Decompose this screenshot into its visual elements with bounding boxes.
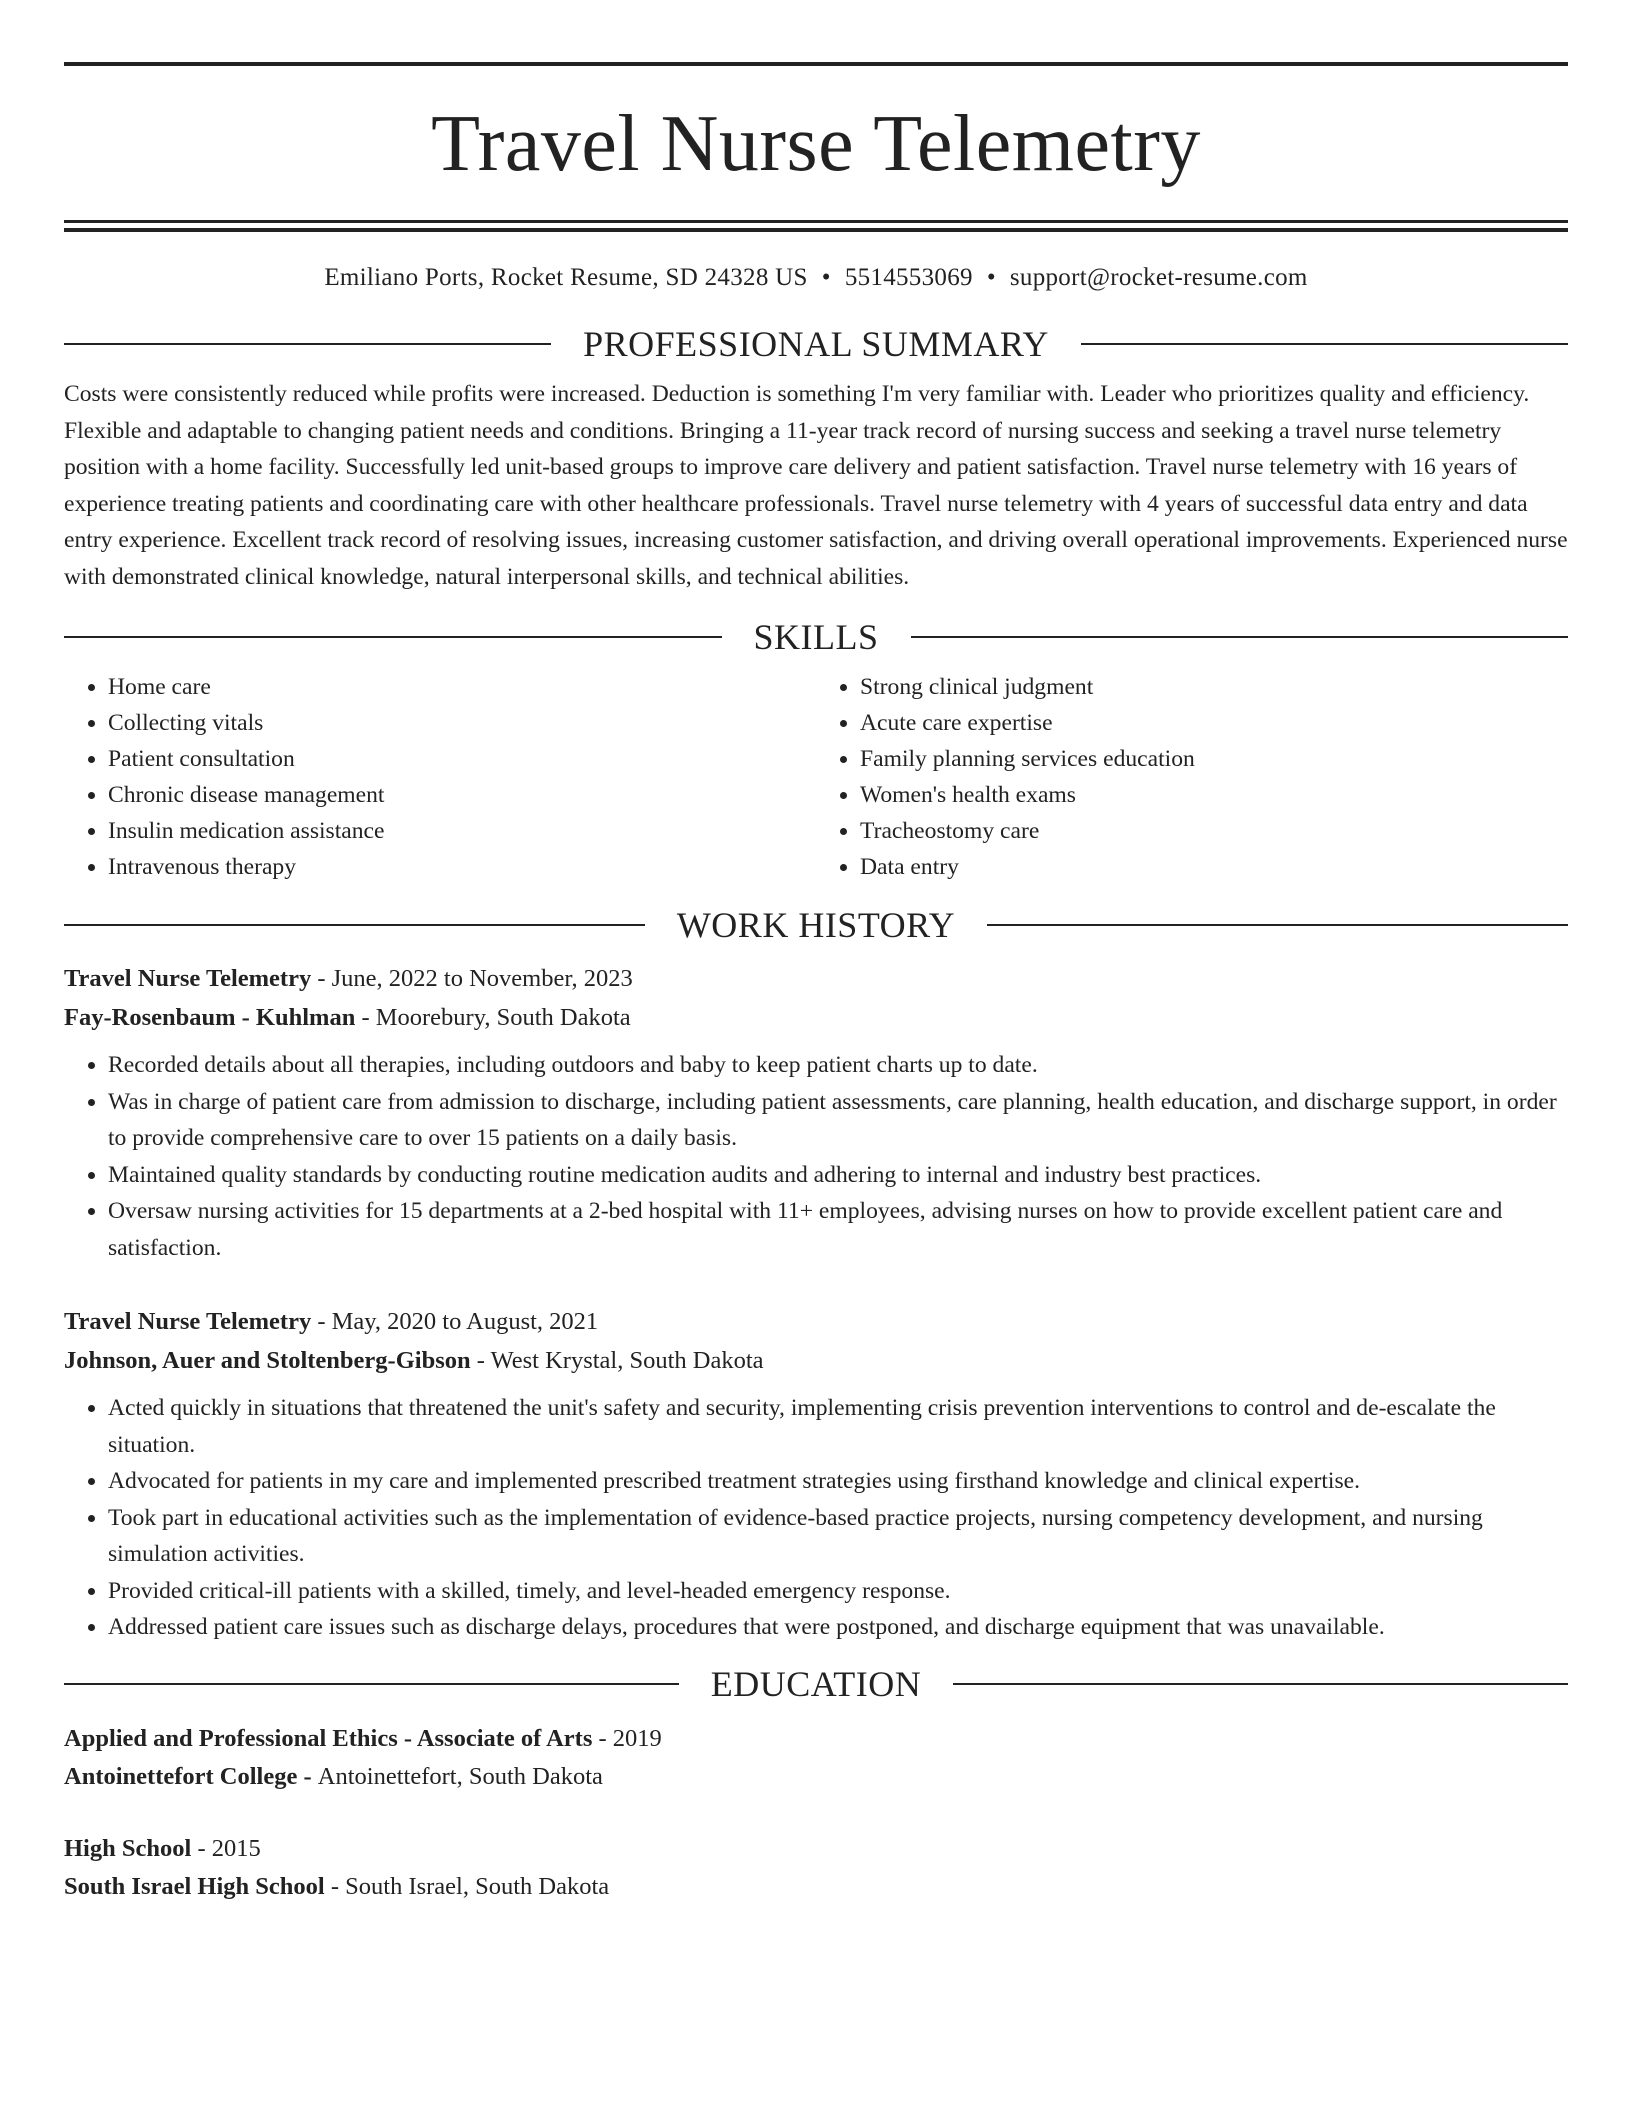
work-title: WORK HISTORY	[676, 905, 956, 945]
skill-item: • Family planning services education	[860, 741, 1568, 777]
skill-item: • Acute care expertise	[860, 705, 1568, 741]
job-bullet: • Provided critical-ill patients with a skilled, timely, and level-headed emergency response.	[108, 1573, 1568, 1610]
heading-rule-left	[64, 343, 551, 345]
education-school-line	[64, 1868, 1568, 1906]
job-bullet: • Maintained quality standards by conducting routine medication audits and adhering to internal and industry best practices.	[108, 1157, 1568, 1194]
skill-item: • Intravenous therapy	[108, 849, 816, 885]
contact-address: Emiliano Ports, Rocket Resume, SD 24328 US	[324, 264, 808, 291]
job-employer-line	[64, 1341, 1568, 1380]
job-bullet: • Recorded details about all therapies, including outdoors and baby to keep patient charts up to date.	[108, 1047, 1568, 1084]
job-employer: Fay-Rosenbaum - Kuhlman	[64, 1004, 356, 1031]
education-school-separator: -	[297, 1762, 318, 1790]
skills-heading	[64, 619, 1568, 655]
job-bullet: • Took part in educational activities such as the implementation of evidence-based practice projects, nursing competency development, and nursing simulation activities.	[108, 1500, 1568, 1573]
summary-heading	[64, 326, 1568, 362]
skill-item: • Strong clinical judgment	[860, 669, 1568, 705]
summary-title: PROFESSIONAL SUMMARY	[583, 324, 1049, 364]
skill-item: • Chronic disease management	[108, 777, 816, 813]
contact-separator: •	[986, 264, 996, 291]
skills-column-right	[816, 669, 1568, 885]
skills-column-left	[64, 669, 816, 885]
skill-item: • Tracheostomy care	[860, 813, 1568, 849]
skill-item: • Women's health exams	[860, 777, 1568, 813]
skill-item: • Collecting vitals	[108, 705, 816, 741]
education-year: - 2019	[592, 1724, 662, 1752]
education-degree-line	[64, 1720, 1568, 1758]
education-year: - 2015	[191, 1834, 261, 1862]
job-bullet: • Advocated for patients in my care and implemented prescribed treatment strategies using firsthand knowledge and clinical expertise.	[108, 1463, 1568, 1500]
job-bullets	[64, 1390, 1568, 1646]
skills-list	[64, 669, 1568, 885]
job-title-line	[64, 959, 1568, 998]
job-dates: - June, 2022 to November, 2023	[311, 965, 633, 992]
education-degree: High School	[64, 1834, 192, 1862]
header-double-rule	[64, 220, 1568, 232]
heading-rule-right	[911, 636, 1569, 638]
job-title: Travel Nurse Telemetry	[64, 1308, 312, 1335]
top-rule	[64, 62, 1568, 66]
resume-name: Travel Nurse Telemetry	[431, 100, 1201, 188]
education-school-line	[64, 1758, 1568, 1796]
job-dates: - May, 2020 to August, 2021	[311, 1308, 599, 1335]
job-location: - West Krystal, South Dakota	[470, 1347, 764, 1374]
education-degree-line	[64, 1830, 1568, 1868]
education-entry	[64, 1720, 1568, 1796]
job-employer: Johnson, Auer and Stoltenberg-Gibson	[64, 1347, 471, 1374]
summary-text: Costs were consistently reduced while profits were increased. Deduction is something I'm very familiar with. Leader who prioritizes quality and efficiency. Flexible and adaptable to changing patient needs and conditions. Bringing a 11-year track record of nursing success and seeking a travel nurse telemetry position with a home facility. Successfully led unit-based groups to improve care delivery and patient satisfaction. Travel nurse telemetry with 16 years of experience treating patients and coordinating care with other healthcare professionals. Travel nurse telemetry with 4 years of successful data entry and data entry experience. Excellent track record of resolving issues, increasing customer satisfaction, and driving overall operational improvements. Experienced nurse with demonstrated clinical knowledge, natural interpersonal skills, and technical abilities.	[64, 381, 1568, 590]
education-entry	[64, 1830, 1568, 1906]
job-employer-line	[64, 998, 1568, 1037]
work-heading	[64, 907, 1568, 943]
job-title: Travel Nurse Telemetry	[64, 965, 312, 992]
job-bullet: • Acted quickly in situations that threatened the unit's safety and security, implementing crisis prevention interventions to control and de-escalate the situation.	[108, 1390, 1568, 1463]
education-heading	[64, 1663, 1568, 1704]
skill-item: • Patient consultation	[108, 741, 816, 777]
education-school: South Israel High School	[64, 1872, 325, 1900]
job-title-line	[64, 1302, 1568, 1341]
job-bullet: • Oversaw nursing activities for 15 departments at a 2-bed hospital with 11+ employees, advising nurses on how to provide excellent patient care and satisfaction.	[108, 1193, 1568, 1266]
job-entry	[64, 1302, 1568, 1646]
heading-rule-left	[64, 636, 722, 638]
education-location: Antoinettefort, South Dakota	[317, 1762, 603, 1790]
skill-item: • Data entry	[860, 849, 1568, 885]
education-degree: Applied and Professional Ethics - Associate of Arts	[64, 1724, 593, 1752]
skill-item: • Insulin medication assistance	[108, 813, 816, 849]
job-location: - Moorebury, South Dakota	[355, 1004, 631, 1031]
skills-title: SKILLS	[753, 617, 879, 657]
heading-rule-right	[987, 924, 1568, 926]
heading-rule-right	[953, 1683, 1568, 1685]
heading-rule-right	[1081, 343, 1568, 345]
job-bullet: • Was in charge of patient care from admission to discharge, including patient assessments, care planning, health education, and discharge support, in order to provide comprehensive care to over 15 patients on a daily basis.	[108, 1084, 1568, 1157]
contact-email: support@rocket-resume.com	[1009, 264, 1308, 291]
job-entry	[64, 959, 1568, 1266]
education-title: EDUCATION	[710, 1663, 922, 1704]
job-bullets	[64, 1047, 1568, 1266]
skill-item: • Home care	[108, 669, 816, 705]
heading-rule-left	[64, 1683, 679, 1685]
education-school-separator: -	[324, 1872, 346, 1900]
job-bullet: • Addressed patient care issues such as discharge delays, procedures that were postponed, and discharge equipment that was unavailable.	[108, 1609, 1568, 1646]
contact-line	[64, 264, 1568, 292]
heading-rule-left	[64, 924, 645, 926]
education-school: Antoinettefort College	[64, 1762, 298, 1790]
contact-separator: •	[821, 264, 831, 291]
education-location: South Israel, South Dakota	[345, 1872, 610, 1900]
contact-phone: 5514553069	[844, 264, 973, 291]
